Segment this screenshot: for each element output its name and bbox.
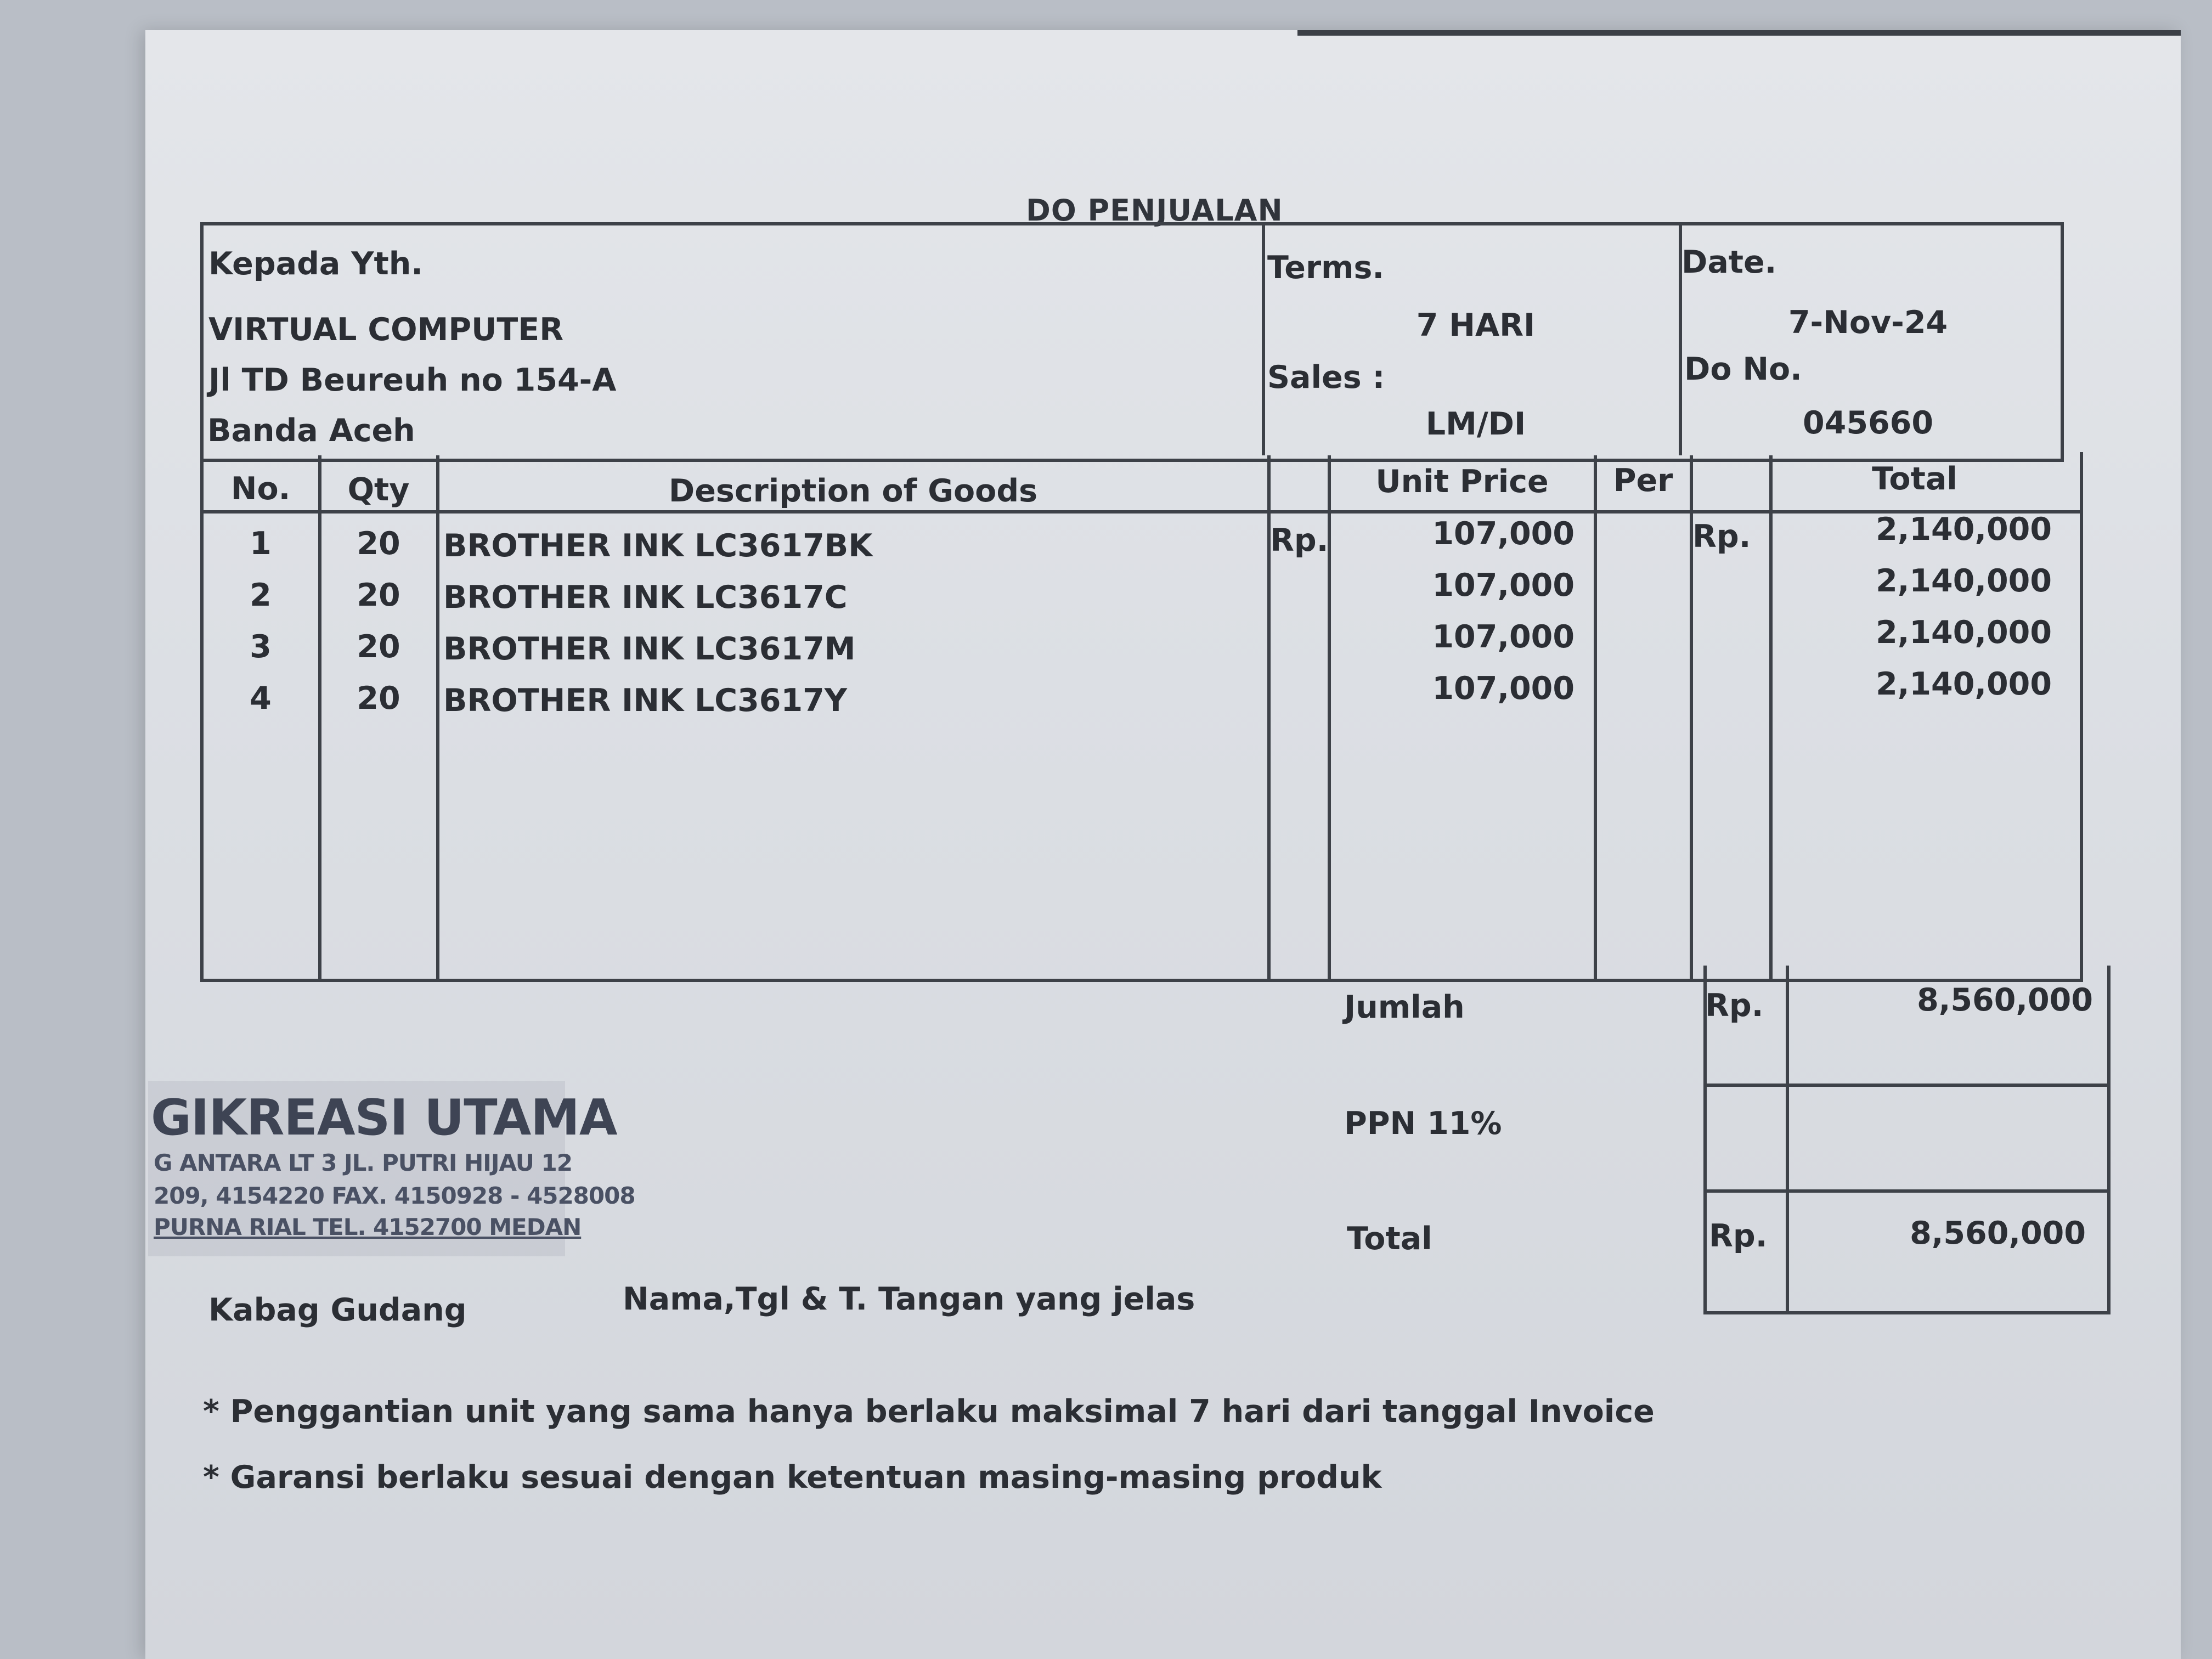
document-title: DO PENJUALAN xyxy=(1026,193,1283,228)
column-header-qty: Qty xyxy=(347,472,410,508)
row-total: 2,140,000 xyxy=(1876,666,2052,702)
col-divider-total xyxy=(1769,455,1773,982)
stamp-address-line1: G ANTARA LT 3 JL. PUTRI HIJAU 12 xyxy=(154,1149,572,1176)
row-description: BROTHER INK LC3617M xyxy=(443,631,856,667)
column-header-per: Per xyxy=(1613,462,1673,499)
summary-divider xyxy=(1786,966,1789,1314)
column-header-no: No. xyxy=(230,471,291,507)
row-total: 2,140,000 xyxy=(1876,563,2052,599)
row-unit-price: 107,000 xyxy=(1432,567,1575,603)
grand-total-currency: Rp. xyxy=(1709,1218,1768,1254)
signature-role: Kabag Gudang xyxy=(208,1292,467,1328)
row-total: 2,140,000 xyxy=(1876,614,2052,651)
recipient-address-line1: Jl TD Beureuh no 154-A xyxy=(208,362,617,398)
unit-price-currency: Rp. xyxy=(1270,522,1329,558)
note-replacement-policy: * Penggantian unit yang sama hanya berlaku maksimal 7 hari dari tanggal Invoice xyxy=(203,1393,1655,1430)
jumlah-label: Jumlah xyxy=(1344,989,1465,1025)
col-divider-description xyxy=(436,455,439,982)
row-no: 1 xyxy=(250,526,272,562)
sales-value: LM/DI xyxy=(1425,406,1526,442)
header-divider-terms xyxy=(1262,222,1265,455)
row-qty: 20 xyxy=(357,577,400,613)
jumlah-currency: Rp. xyxy=(1705,988,1764,1024)
column-header-total: Total xyxy=(1872,461,1957,497)
row-unit-price: 107,000 xyxy=(1432,619,1575,655)
recipient-address-line2: Banda Aceh xyxy=(207,413,415,449)
row-total: 2,140,000 xyxy=(1876,511,2052,548)
note-warranty-policy: * Garansi berlaku sesuai dengan ketentuan masing-masing produk xyxy=(203,1459,1382,1496)
grand-total-label: Total xyxy=(1347,1221,1432,1257)
jumlah-value: 8,560,000 xyxy=(1917,982,2093,1018)
summary-row-line-2 xyxy=(1703,1189,2111,1193)
row-qty: 20 xyxy=(357,680,400,716)
total-currency: Rp. xyxy=(1692,518,1751,555)
row-qty: 20 xyxy=(357,629,400,665)
recipient-label: Kepada Yth. xyxy=(208,246,423,282)
row-no: 2 xyxy=(250,577,272,613)
terms-label: Terms. xyxy=(1267,250,1385,286)
col-divider-per xyxy=(1594,455,1597,982)
do-number-label: Do No. xyxy=(1684,351,1802,387)
column-header-unit-price: Unit Price xyxy=(1375,464,1549,500)
grand-total-value: 8,560,000 xyxy=(1910,1215,2086,1251)
do-number-value: 045660 xyxy=(1803,405,1933,441)
row-no: 3 xyxy=(250,629,272,665)
ppn-label: PPN 11% xyxy=(1344,1105,1502,1142)
stamp-address-line3: PURNA RIAL TEL. 4152700 MEDAN xyxy=(154,1214,582,1240)
row-unit-price: 107,000 xyxy=(1432,516,1575,552)
row-unit-price: 107,000 xyxy=(1432,670,1575,707)
date-label: Date. xyxy=(1681,244,1777,280)
date-value: 7-Nov-24 xyxy=(1788,304,1948,341)
row-description: BROTHER INK LC3617Y xyxy=(443,682,848,719)
terms-value: 7 HARI xyxy=(1416,307,1536,343)
stamp-company-name: GIKREASI UTAMA xyxy=(151,1089,617,1147)
recipient-name: VIRTUAL COMPUTER xyxy=(208,312,564,348)
signature-instruction: Nama,Tgl & T. Tangan yang jelas xyxy=(623,1281,1195,1317)
summary-row-line-1 xyxy=(1703,1084,2111,1087)
paper-top-edge xyxy=(1297,30,2181,36)
row-qty: 20 xyxy=(357,526,400,562)
row-description: BROTHER INK LC3617C xyxy=(443,579,848,616)
row-description: BROTHER INK LC3617BK xyxy=(443,528,873,564)
column-header-description: Description of Goods xyxy=(668,473,1038,509)
row-no: 4 xyxy=(250,680,272,716)
stamp-address-line2: 209, 4154220 FAX. 4150928 - 4528008 xyxy=(154,1182,635,1209)
sales-label: Sales : xyxy=(1267,359,1385,396)
